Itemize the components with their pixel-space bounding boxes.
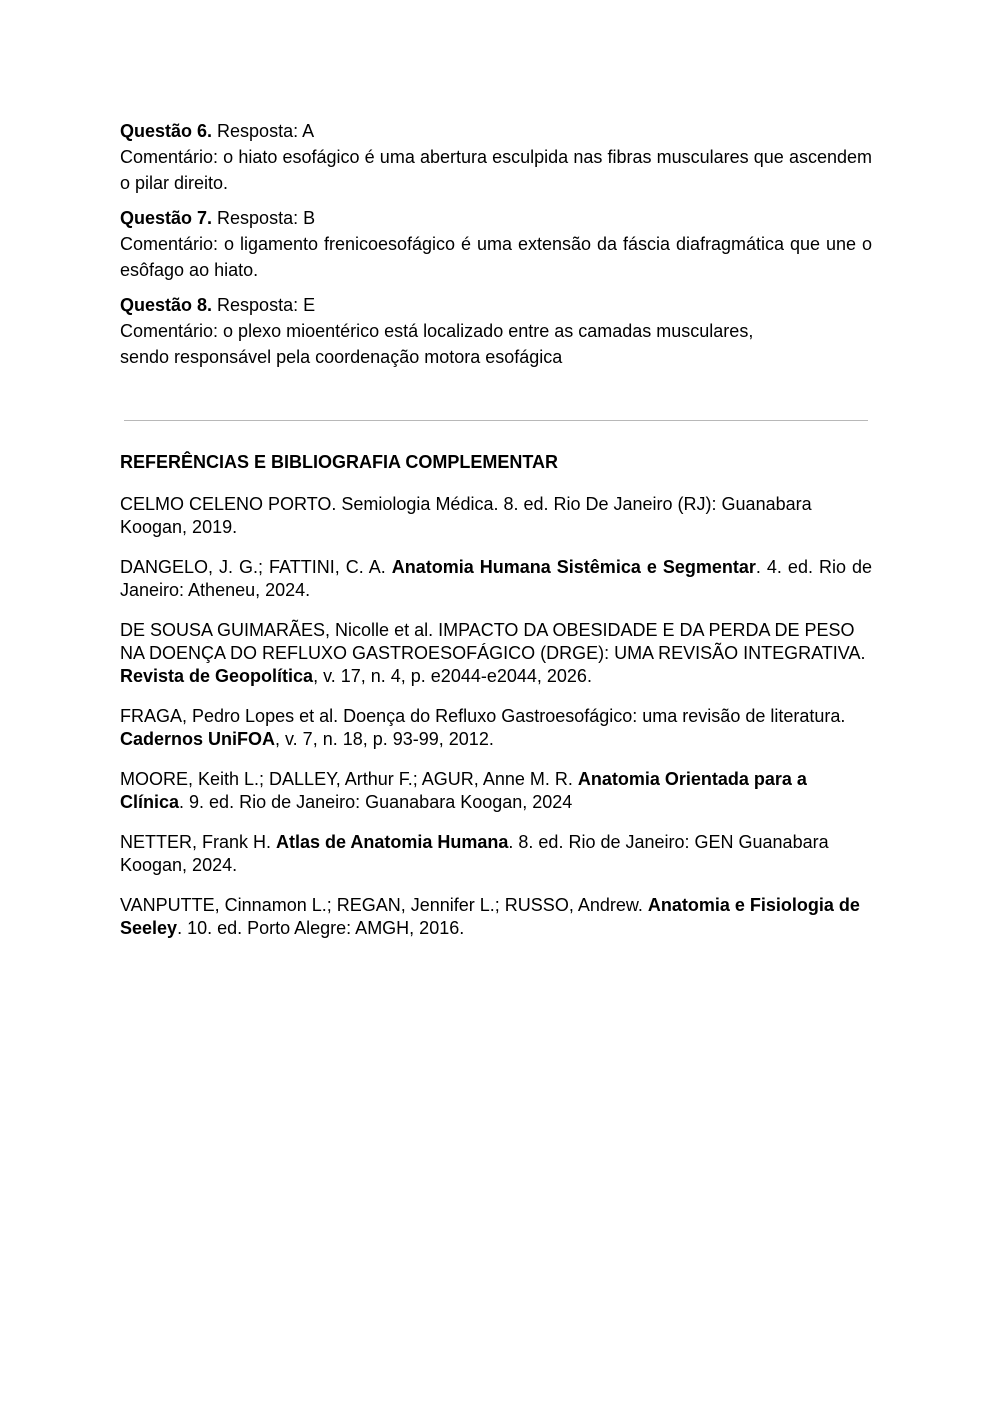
reference-text: . 9. ed. Rio de Janeiro: Guanabara Koogan, 2024 — [179, 792, 573, 812]
references-list — [120, 493, 872, 957]
reference-item — [120, 556, 872, 602]
reference-text: MOORE, Keith L.; DALLEY, Arthur F.; AGUR, Anne M. R. — [120, 769, 578, 789]
reference-item — [120, 894, 872, 940]
question-8-label: Questão 8. — [120, 295, 213, 315]
question-6-label: Questão 6. — [120, 121, 213, 141]
references-title: REFERÊNCIAS E BIBLIOGRAFIA COMPLEMENTAR — [120, 452, 559, 472]
question-6-answer: Resposta: A — [212, 121, 315, 141]
reference-title: Anatomia e Fisiologia de Seeley — [120, 895, 860, 938]
reference-text: . 8. ed. Rio de Janeiro: GEN Guanabara Koogan, 2024. — [120, 832, 829, 875]
reference-text: . 4. ed. Rio de Janeiro: Atheneu, 2024. — [120, 557, 872, 600]
reference-title: Anatomia Humana Sistêmica e Segmentar — [391, 557, 756, 577]
question-8-header — [120, 292, 872, 318]
reference-text: , v. 17, n. 4, p. e2044-e2044, 2026. — [313, 666, 592, 686]
reference-item — [120, 705, 872, 751]
reference-title: Anatomia Orientada para a Clínica — [120, 769, 807, 812]
reference-text: FRAGA, Pedro Lopes et al. Doença do Refluxo Gastroesofágico: uma revisão de literatura. — [120, 706, 846, 726]
question-8-comment — [120, 318, 872, 370]
question-7-label: Questão 7. — [120, 208, 213, 228]
reference-item — [120, 768, 872, 814]
reference-text: NETTER, Frank H. — [120, 832, 277, 852]
question-8 — [120, 292, 872, 370]
question-8-comment-line-2: sendo responsável pela coordenação motora esofágica — [120, 347, 563, 367]
question-7-comment: Comentário: o ligamento frenicoesofágico é uma extensão da fáscia diafragmática que une o esôfago ao hiato. — [120, 234, 872, 280]
question-6 — [120, 118, 872, 196]
question-8-comment-line-1: Comentário: o plexo mioentérico está localizado entre as camadas musculares, — [120, 321, 754, 341]
question-7 — [120, 205, 872, 283]
reference-text: DANGELO, J. G.; FATTINI, C. A. — [120, 557, 392, 577]
reference-item — [120, 493, 872, 539]
question-6-comment: Comentário: o hiato esofágico é uma abertura esculpida nas fibras musculares que ascendem o pilar direito. — [120, 147, 872, 193]
section-divider — [124, 420, 868, 421]
reference-text: . 10. ed. Porto Alegre: AMGH, 2016. — [177, 918, 465, 938]
document-page — [120, 118, 872, 938]
question-6-header — [120, 118, 872, 144]
reference-title: Atlas de Anatomia Humana — [276, 832, 509, 852]
reference-text: CELMO CELENO PORTO. Semiologia Médica. 8. ed. Rio De Janeiro (RJ): Guanabara Koogan, 2019. — [120, 494, 812, 537]
reference-item — [120, 619, 872, 688]
question-7-header — [120, 205, 872, 231]
question-8-answer: Resposta: E — [212, 295, 316, 315]
question-7-answer: Resposta: B — [212, 208, 316, 228]
reference-text: , v. 7, n. 18, p. 93-99, 2012. — [275, 729, 494, 749]
reference-text: DE SOUSA GUIMARÃES, Nicolle et al. IMPACTO DA OBESIDADE E DA PERDA DE PESO NA DOENÇA DO REFLUXO GASTROESOFÁGICO (DRGE): UMA REVISÃO INTEGRATIVA. — [120, 620, 866, 663]
reference-item — [120, 831, 872, 877]
reference-title: Cadernos UniFOA — [120, 729, 276, 749]
reference-title: Revista de Geopolítica — [120, 666, 314, 686]
reference-text: VANPUTTE, Cinnamon L.; REGAN, Jennifer L.; RUSSO, Andrew. — [120, 895, 648, 915]
